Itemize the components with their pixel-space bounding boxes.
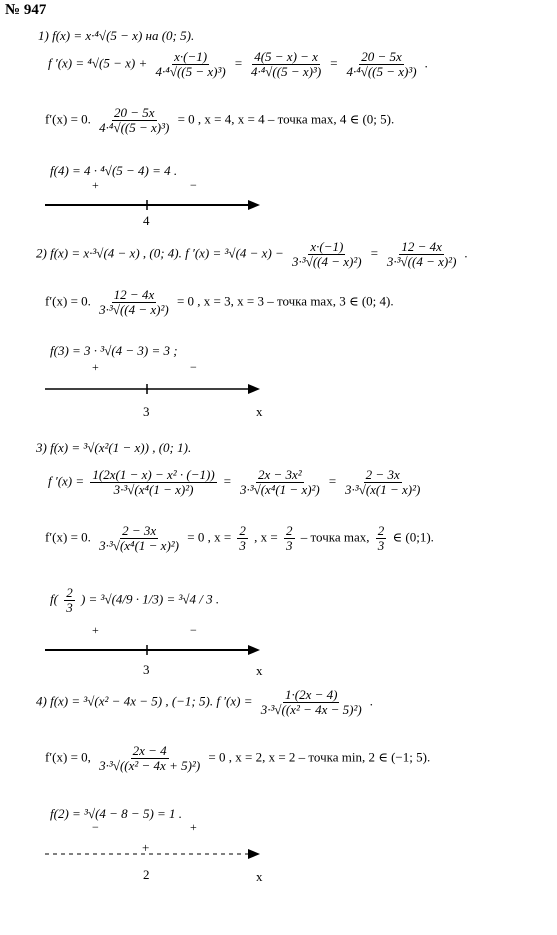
part1-value: f(4) = 4 · ⁴√(5 − 4) = 4 . [50,163,178,178]
part1-critical-point: f′(x) = 0. $\frac{20 - 5x}{\text{4·⁴√((5 − x)³)}}$ = 0 , x = 4, x = 4 – точка max, 4 ∈ (0; 5). [45,105,395,135]
part2-sign-right: − [190,360,197,374]
part2-value: f(3) = 3 · ³√(4 − 3) = 3 ; [50,343,178,358]
part4-value: f(2) = ³√(4 − 8 − 5) = 1 . [50,806,183,821]
part4-number-line [45,847,260,861]
part1-axis-label: 4 [143,213,150,228]
part2-axis-label: 3 [143,404,150,419]
part2-x-label: x [256,404,263,419]
part2-critical-point: f′(x) = 0. $\frac{12 - 4x}{\text{3·³√((4 − x)²)}}$ = 0 , x = 3, x = 3 – точка max, 3 ∈ (0; 4). [45,287,394,317]
part3-number-line [45,643,260,657]
part1-statement: 1) f(x) = x·⁴√(5 − x) на (0; 5). [38,28,195,43]
part2-statement: 2) f(x) = x·³√(4 − x) , (0; 4). f ′(x) = ³√(4 − x) − $\frac{x\cdot(-1)}{\text{3·³√((4 − x)²)}}$ = $\frac{12 - 4x}{\text{3·³√((4 − x)²)}}$ . [36,239,468,269]
part2-number-line [45,382,260,396]
part1-sign-left: + [92,178,99,192]
part4-sign-right: + [190,820,197,834]
part2-sign-left: + [92,360,99,374]
part3-derivative: f ′(x) = $\frac{\text{1(2x(1 − x) − x² · (−1))}}{\text{3·³√(x⁴(1 − x)²)}}$ = $\frac{\text{2x − 3x²}}{\text{3·³√(x⁴(1 − x)²)}}$ = $\frac{2 - 3x}{\text{3·³√(x(1 − x)²)}}$ [48,467,421,497]
part1-derivative: f ′(x) = ⁴√(5 − x) + $\frac{x\cdot(-1)}{\text{4·⁴√((5 − x)³)}}$ = $\frac{4(5 - x) - x}{\text{4·⁴√((5 − x)³)}}$ = $\frac{20 - 5x}{\text{4·⁴√((5 − x)³)}}$ . [48,49,429,79]
part3-statement: 3) f(x) = ³√(x²(1 − x)) , (0; 1). [36,440,192,455]
part4-axis-top-mark: + [142,840,150,855]
part3-critical-point: f′(x) = 0. $\frac{2 - 3x}{\text{3·³√(x⁴(1 − x)²)}}$ = 0 , x = $\frac{2}{3}$ , x = $\frac{2}{3}$ – точка max, $\frac{2}{3}$ ∈ (0;1). [45,523,434,553]
part3-value: f( $\frac{2}{3}$ ) = ³√(4/9 · 1/3) = ³√4 / 3 . [50,585,220,615]
part3-sign-right: − [190,623,197,637]
part4-critical-point: f′(x) = 0, $\frac{2x - 4}{\text{3·³√((x² − 4x + 5)²)}}$ = 0 , x = 2, x = 2 – точка min, 2 ∈ (−1; 5). [45,743,431,773]
part4-sign-left: − [92,820,99,834]
part1-sign-right: − [190,178,197,192]
part3-axis-label: 3 [143,662,150,677]
part3-x-label: x [256,663,263,678]
part3-sign-left: + [92,623,99,637]
part1-number-line [45,198,260,212]
part4-x-label: x [256,869,263,884]
part4-axis-label: 2 [143,867,150,882]
part4-statement: 4) f(x) = ³√(x² − 4x − 5) , (−1; 5). f ′(x) = $\frac{1\cdot(2x - 4)}{\text{3·³√((x² − 4x − 5)²)}}$ . [36,687,374,717]
problem-number: № 947 [5,2,47,18]
